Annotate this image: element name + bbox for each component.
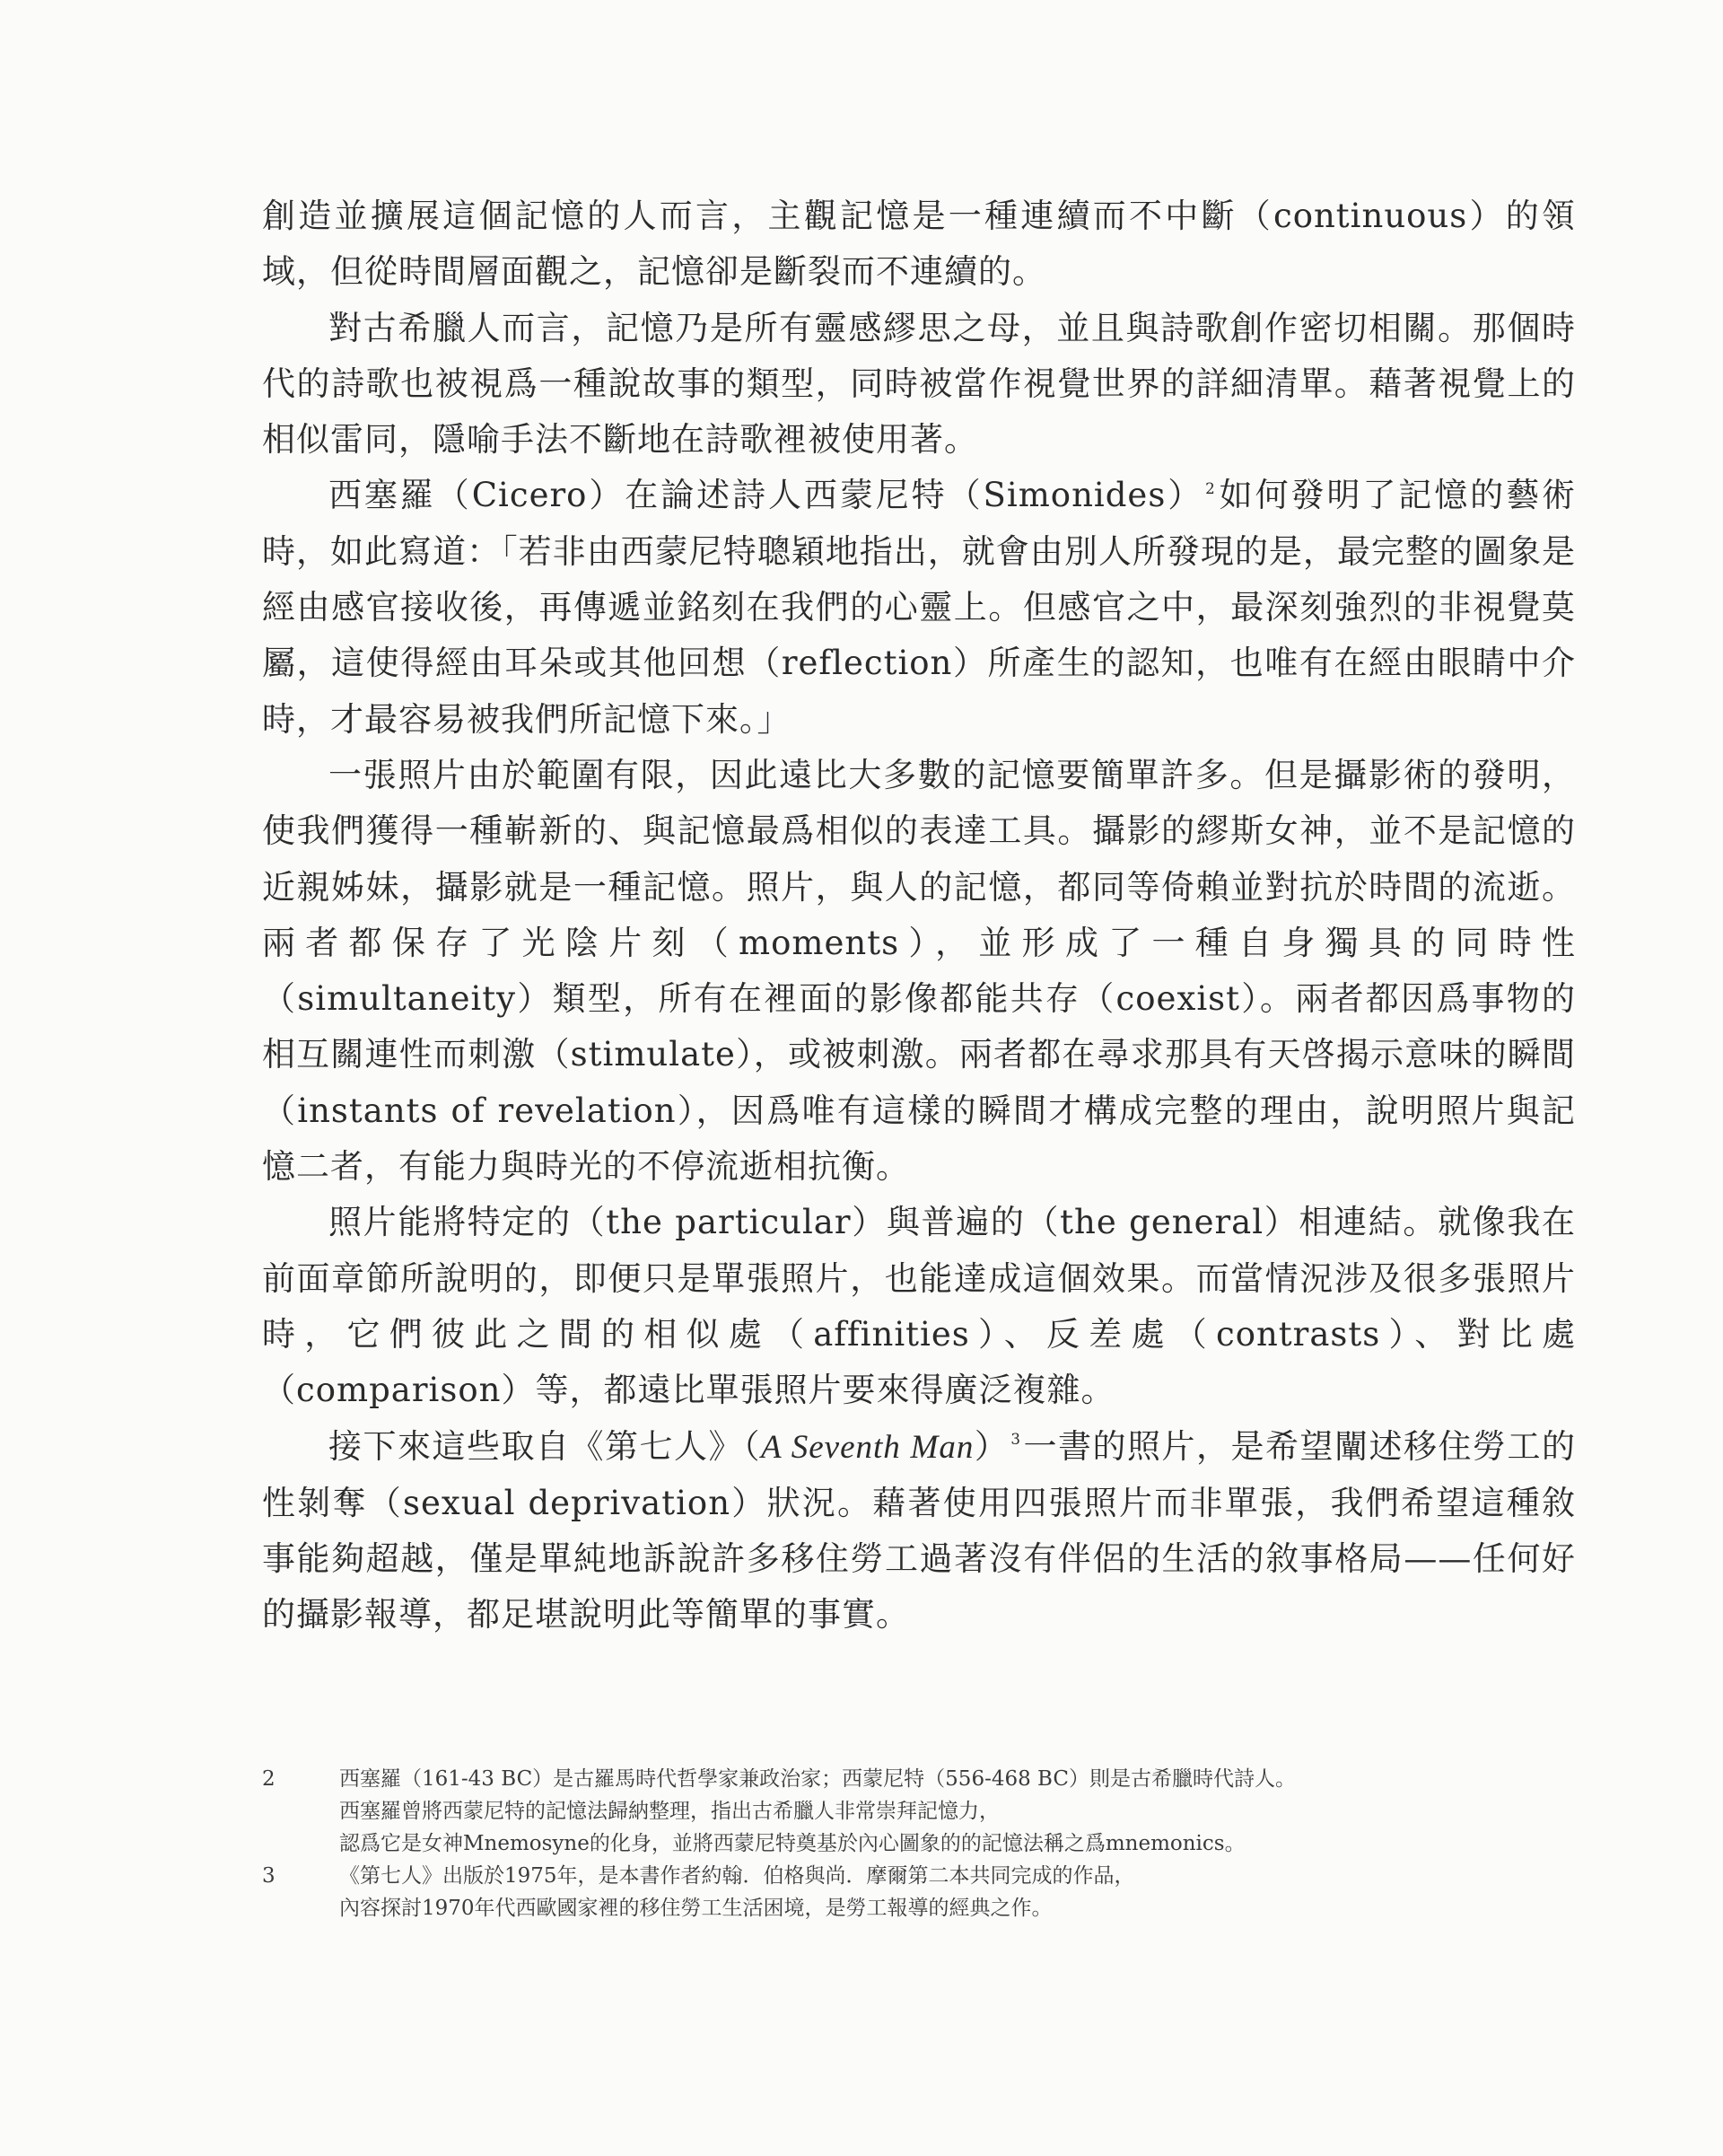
paragraph-1: 創造並擴展這個記憶的人而言，主觀記憶是一種連續而不中斷（continuous）的領域，但從時間層面觀之，記憶卻是斷裂而不連續的。 [262,197,1576,292]
footnote-number: 3 [262,1864,276,1888]
book-title: A Seventh Man [761,1428,975,1466]
footnote-ref-2: 2 [1205,479,1216,497]
footnote-2 [262,1763,1576,1860]
footnote-line: 內容探討1970年代西歐國家裡的移住勞工生活困境，是勞工報導的經典之作。 [339,1897,1053,1920]
footnote-body [339,1763,1576,1860]
footnote-number: 2 [262,1767,276,1791]
footnote-line: 西塞羅（161-43 BC）是古羅馬時代哲學家兼政治家；西蒙尼特（556-468 BC）則是古希臘時代詩人。 [339,1767,1296,1791]
footnote-3 [262,1860,1576,1924]
paragraph-3-part-b: 如何發明了記憶的藝術時，如此寫道：「若非由西蒙尼特聰穎地指出，就會由別人所發現的是，最完整的圖象是經由感官接收後，再傳遞並銘刻在我們的心靈上。但感官之中，最深刻強烈的非視覺莫屬，這使得經由耳朵或其他回想（reflection）所產生的認知，也唯有在經由眼睛中介時，才最容易被我們所記憶下來。」 [262,476,1577,739]
footnote-line: 西塞羅曾將西蒙尼特的記憶法歸納整理，指出古希臘人非常崇拜記憶力， [339,1800,1000,1823]
footnotes [262,1763,1576,1924]
footnote-line: 認爲它是女神Mnemosyne的化身，並將西蒙尼特奠基於內心圖象的的記憶法稱之爲mnemonics。 [339,1832,1246,1855]
paragraph-5: 照片能將特定的（the particular）與普遍的（the general）相連結。就像我在前面章節所說明的，即便只是單張照片，也能達成這個效果。而當情況涉及很多張照片時，它們彼此之間的相似處（affinities）、反差處（contrasts）、對比處（comparison）等，都遠比單張照片要來得廣泛複雜。 [262,1203,1576,1410]
paragraph-6 [262,1419,1576,1643]
footnote-line: 《第七人》出版於1975年，是本書作者約翰．伯格與尚．摩爾第二本共同完成的作品， [339,1864,1135,1888]
footnote-body [339,1860,1576,1924]
paragraph-3-part-a: 西塞羅（Cicero）在論述詩人西蒙尼特（Simonides） [328,476,1204,515]
paragraph-6-part-a: 接下來這些取自《第七人》（ [328,1426,762,1466]
body-text [262,188,1576,1643]
paragraph-6-part-c: 一書的照片，是希望闡述移住勞工的性剝奪（sexual deprivation）狀況。藉著使用四張照片而非單張，我們希望這種敘事能夠超越，僅是單純地訴說許多移住勞工過著沒有伴侶的生活的敘事格局——任何好的攝影報導，都足堪說明此等簡單的事實。 [262,1426,1577,1635]
paragraph-3 [262,468,1576,747]
paragraph-4: 一張照片由於範圍有限，因此遠比大多數的記憶要簡單許多。但是攝影術的發明，使我們獲得一種嶄新的、與記憶最爲相似的表達工具。攝影的繆斯女神，並不是記憶的近親姊妹，攝影就是一種記憶。照片，與人的記憶，都同等倚賴並對抗於時間的流逝。兩者都保存了光陰片刻（moments），並形成了一種自身獨具的同時性（simultaneity）類型，所有在裡面的影像都能共存（coexist）。兩者都因爲事物的相互關連性而刺激（stimulate），或被刺激。兩者都在尋求那具有天啓揭示意味的瞬間（instants of revelation），因爲唯有這樣的瞬間才構成完整的理由，說明照片與記憶二者，有能力與時光的不停流逝相抗衡。 [262,755,1576,1187]
paragraph-2: 對古希臘人而言，記憶乃是所有靈感繆思之母，並且與詩歌創作密切相關。那個時代的詩歌也被視爲一種說故事的類型，同時被當作視覺世界的詳細清單。藉著視覺上的相似雷同，隱喻手法不斷地在詩歌裡被使用著。 [262,308,1576,460]
footnote-ref-3: 3 [1010,1430,1021,1448]
paragraph-6-part-b: ） [974,1426,1010,1466]
